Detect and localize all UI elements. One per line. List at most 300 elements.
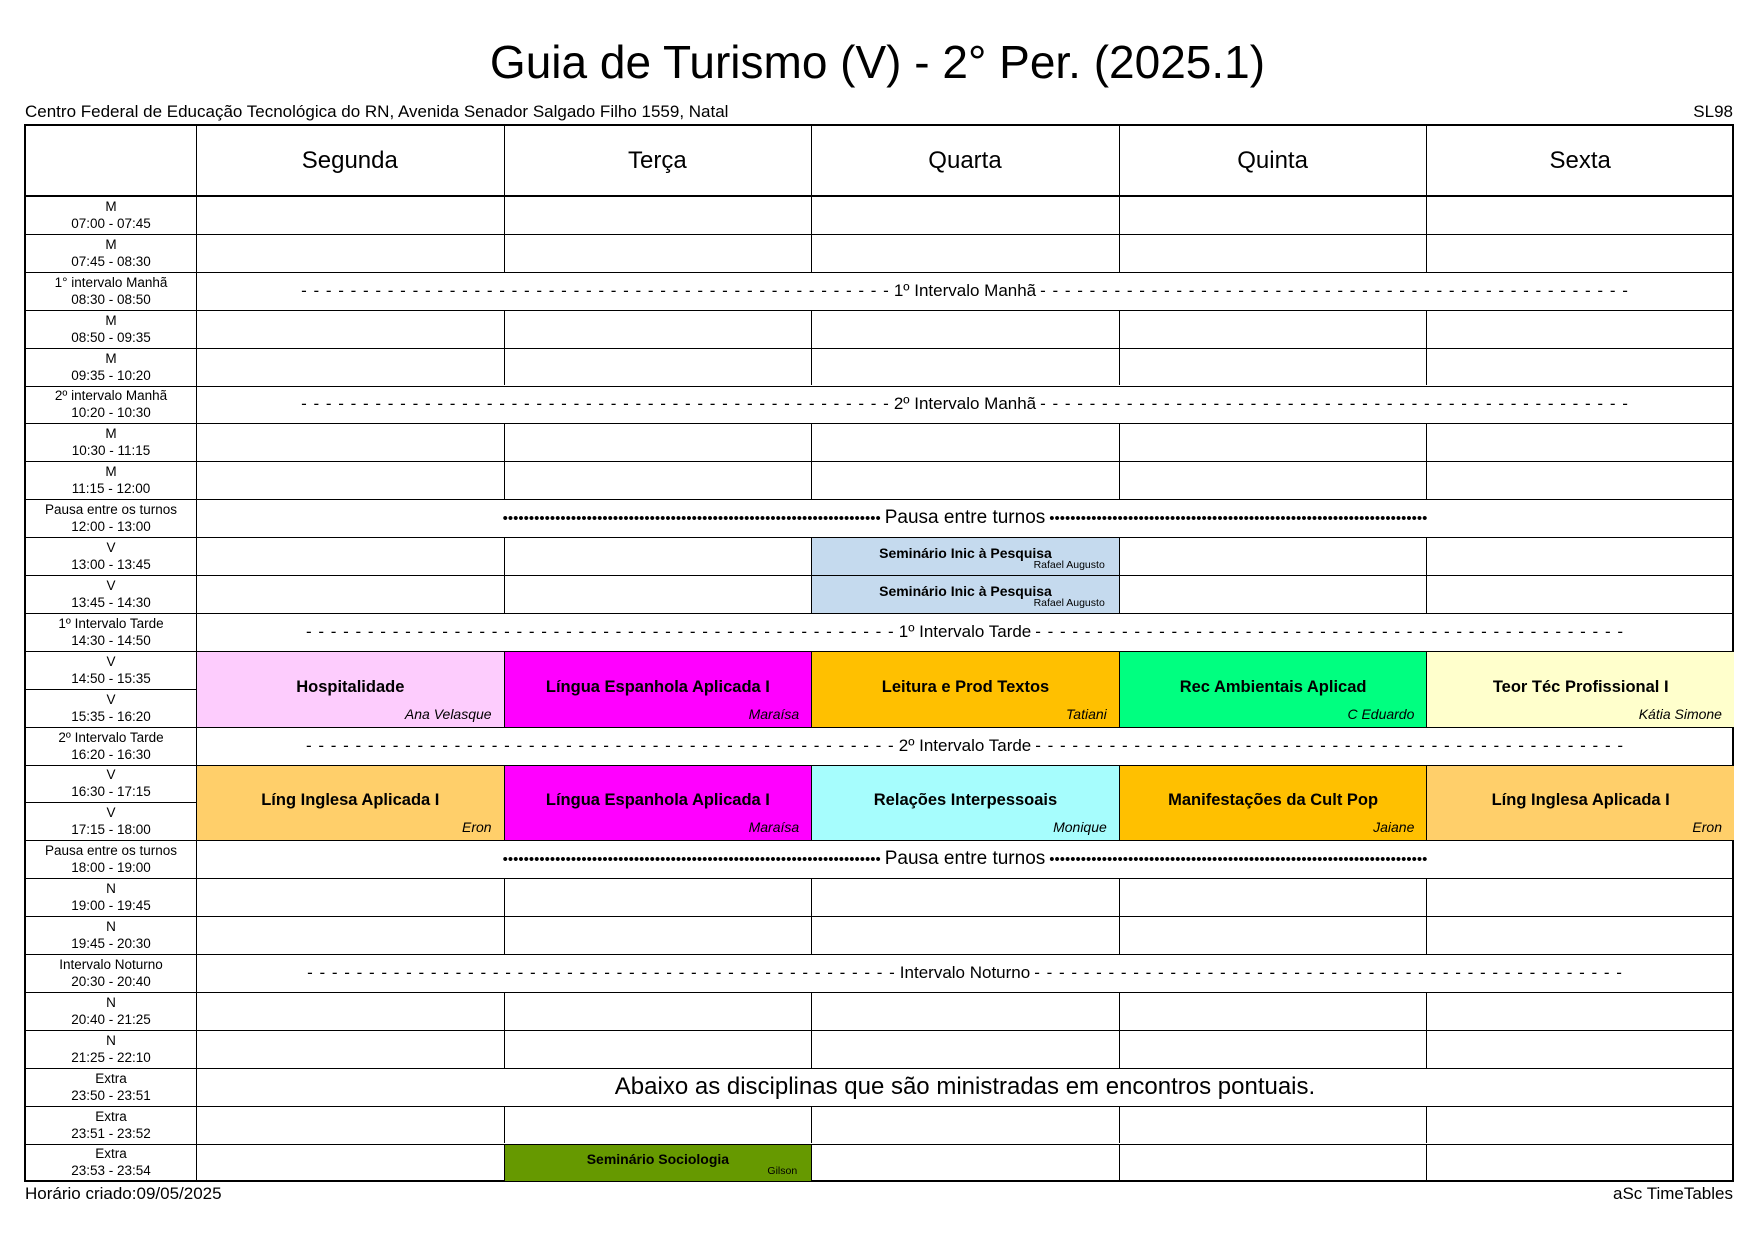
row-divider — [1119, 1030, 1427, 1031]
column-divider — [504, 1106, 505, 1144]
row-divider — [1119, 234, 1427, 235]
column-divider — [1119, 916, 1120, 954]
row-divider — [811, 423, 1119, 424]
row-divider — [196, 878, 504, 879]
row-divider — [26, 499, 196, 500]
column-divider — [504, 916, 505, 954]
lesson-card[interactable] — [812, 576, 1119, 613]
row-divider — [811, 234, 1119, 235]
period-name: Extra — [95, 1146, 127, 1162]
row-divider — [504, 234, 812, 235]
row-divider — [26, 727, 196, 728]
band-label: Pausa entre turnos — [884, 507, 1046, 529]
column-divider — [1426, 575, 1427, 613]
period-time: 11:15 - 12:00 — [71, 481, 151, 497]
band-filler: •••••••••••••••••••••••••••••••••••••••••••••••••••••••••••••••••••••••• — [1049, 509, 1428, 527]
period-name: N — [106, 994, 116, 1010]
row-divider — [196, 234, 504, 235]
band-label: 1º Intervalo Tarde — [898, 621, 1032, 641]
lesson-card[interactable] — [1427, 652, 1734, 727]
band-filler: - - - - - - - - - - - - - - - - - - - - - - - - - - - - - - - - - - - - - - - - - - - - - - - - — [1040, 394, 1629, 414]
column-divider — [811, 916, 812, 954]
lesson-teacher: Kátia Simone — [1638, 705, 1722, 722]
row-divider — [196, 1030, 504, 1031]
row-divider — [1119, 461, 1427, 462]
row-divider — [26, 651, 196, 652]
band-label: Intervalo Noturno — [899, 962, 1031, 982]
period-time: 19:45 - 20:30 — [71, 936, 151, 952]
lesson-card[interactable] — [197, 766, 504, 841]
row-divider — [26, 1030, 196, 1031]
column-divider — [1426, 1144, 1427, 1182]
row-divider — [26, 575, 196, 576]
row-divider — [504, 1106, 812, 1107]
row-divider — [1426, 461, 1734, 462]
row-divider — [1426, 537, 1734, 538]
column-divider — [504, 537, 505, 575]
column-divider — [504, 992, 505, 1030]
lesson-card[interactable] — [812, 652, 1119, 727]
period-label — [26, 651, 196, 689]
created-date: Horário criado:09/05/2025 — [25, 1184, 222, 1203]
period-time: 17:15 - 18:00 — [71, 822, 151, 838]
lesson-teacher: Maraísa — [748, 819, 800, 836]
row-divider — [1119, 992, 1427, 993]
row-divider — [26, 954, 196, 955]
period-label — [26, 386, 196, 424]
lesson-subject: Hospitalidade — [296, 677, 405, 696]
column-divider — [1119, 126, 1120, 196]
row-divider — [1119, 348, 1427, 349]
column-divider — [504, 310, 505, 348]
band-filler: - - - - - - - - - - - - - - - - - - - - - - - - - - - - - - - - - - - - - - - - - - - - - - - - — [306, 621, 895, 641]
period-name: M — [105, 426, 117, 442]
period-time: 16:30 - 17:15 — [71, 784, 151, 800]
band-break — [196, 954, 1734, 992]
band-filler: - - - - - - - - - - - - - - - - - - - - - - - - - - - - - - - - - - - - - - - - - - - - - - - - — [1040, 280, 1629, 300]
period-time: 07:45 - 08:30 — [71, 253, 151, 269]
column-divider — [504, 234, 505, 272]
row-divider — [811, 310, 1119, 311]
column-divider — [1426, 348, 1427, 386]
band-break — [196, 272, 1734, 310]
row-divider — [504, 310, 812, 311]
row-divider — [196, 1106, 504, 1107]
row-divider — [26, 1106, 196, 1107]
band-break — [196, 613, 1734, 651]
lesson-teacher: Rafael Augusto — [1033, 596, 1105, 609]
column-divider — [811, 348, 812, 386]
day-header: Sexta — [1549, 147, 1611, 174]
column-divider — [1426, 310, 1427, 348]
period-name: M — [105, 236, 117, 252]
column-divider — [1426, 1030, 1427, 1068]
column-divider — [1426, 126, 1427, 196]
row-divider — [26, 234, 196, 235]
column-divider — [1119, 575, 1120, 613]
lesson-subject: Teor Téc Profissional I — [1492, 677, 1669, 696]
row-divider — [1426, 234, 1734, 235]
lesson-teacher: Eron — [462, 819, 492, 836]
period-name: N — [106, 919, 116, 935]
row-divider — [811, 348, 1119, 349]
period-name: 1° intervalo Manhã — [54, 274, 168, 290]
band-notice — [196, 1068, 1734, 1106]
row-divider — [26, 1068, 196, 1069]
row-divider — [1426, 423, 1734, 424]
row-divider — [811, 461, 1119, 462]
row-divider — [1119, 1106, 1427, 1107]
lesson-teacher: Monique — [1053, 819, 1107, 836]
lesson-card[interactable] — [812, 766, 1119, 841]
day-header: Segunda — [301, 147, 398, 174]
lesson-teacher: Jaiane — [1373, 819, 1415, 836]
period-label — [26, 348, 196, 386]
band-label: 1º Intervalo Manhã — [893, 280, 1037, 300]
period-time: 23:51 - 23:52 — [71, 1125, 151, 1141]
lesson-card[interactable] — [505, 652, 812, 727]
period-time: 07:00 - 07:45 — [71, 215, 151, 231]
lesson-subject: Língua Espanhola Aplicada I — [545, 791, 770, 810]
band-label: Abaixo as disciplinas que são ministradas em encontros pontuais. — [614, 1072, 1316, 1100]
band-filler: - - - - - - - - - - - - - - - - - - - - - - - - - - - - - - - - - - - - - - - - - - - - - - - - — [306, 735, 895, 755]
row-divider — [1119, 423, 1427, 424]
column-divider — [504, 348, 505, 386]
column-divider — [1119, 1144, 1120, 1182]
lesson-card[interactable] — [197, 652, 504, 727]
column-divider — [1426, 537, 1427, 575]
page-title: Guia de Turismo (V) - 2° Per. (2025.1) — [489, 36, 1266, 88]
column-divider — [1119, 423, 1120, 461]
lesson-teacher: Gilson — [767, 1165, 798, 1178]
column-divider — [504, 575, 505, 613]
period-label — [26, 954, 196, 992]
row-divider — [504, 916, 812, 917]
period-name: V — [106, 691, 116, 707]
row-divider — [26, 348, 196, 349]
period-label — [26, 1030, 196, 1068]
timetable-grid — [24, 124, 1734, 1182]
column-divider — [1119, 196, 1120, 234]
band-label: 2º Intervalo Tarde — [898, 735, 1032, 755]
row-divider — [26, 878, 196, 879]
period-name: 1º Intervalo Tarde — [58, 615, 164, 631]
period-label — [26, 575, 196, 613]
lesson-card[interactable] — [1120, 766, 1427, 841]
period-name: V — [106, 540, 116, 556]
lesson-card[interactable] — [505, 1145, 812, 1182]
row-divider — [26, 992, 196, 993]
row-divider — [1119, 310, 1427, 311]
period-label — [26, 613, 196, 651]
column-divider — [811, 126, 812, 196]
period-name: V — [106, 653, 116, 669]
column-divider — [1119, 992, 1120, 1030]
column-divider — [811, 1030, 812, 1068]
band-break — [196, 727, 1734, 765]
lesson-teacher: Tatiani — [1066, 705, 1107, 722]
row-divider — [196, 310, 504, 311]
row-divider — [196, 537, 504, 538]
row-divider — [1119, 916, 1427, 917]
row-divider — [196, 575, 504, 576]
day-header: Quarta — [928, 147, 1002, 174]
column-divider — [1119, 1030, 1120, 1068]
period-time: 16:20 - 16:30 — [71, 746, 151, 762]
row-divider — [1119, 1144, 1427, 1145]
period-name: Extra — [95, 1070, 127, 1086]
period-name: M — [105, 350, 117, 366]
column-divider — [504, 126, 505, 196]
period-name: 2º Intervalo Tarde — [58, 729, 164, 745]
period-label — [26, 537, 196, 575]
period-label — [26, 196, 196, 234]
column-divider — [811, 310, 812, 348]
period-name: Pausa entre os turnos — [44, 502, 178, 518]
lesson-subject: Rec Ambientais Aplicad — [1179, 677, 1367, 696]
row-divider — [504, 423, 812, 424]
row-divider — [1426, 1030, 1734, 1031]
band-filler: - - - - - - - - - - - - - - - - - - - - - - - - - - - - - - - - - - - - - - - - - - - - - - - - — [301, 394, 890, 414]
period-time: 14:50 - 15:35 — [71, 670, 151, 686]
lesson-subject: Manifestações da Cult Pop — [1168, 791, 1379, 810]
header-divider — [26, 195, 1734, 197]
period-time: 13:45 - 14:30 — [71, 594, 151, 610]
period-label — [26, 1106, 196, 1144]
row-divider — [196, 461, 504, 462]
column-divider — [811, 1144, 812, 1182]
row-divider — [26, 272, 196, 273]
band-filler: - - - - - - - - - - - - - - - - - - - - - - - - - - - - - - - - - - - - - - - - - - - - - - - - — [307, 962, 896, 982]
row-divider — [504, 575, 812, 576]
lesson-card[interactable] — [1427, 766, 1734, 841]
lesson-teacher: Eron — [1692, 819, 1722, 836]
period-label — [26, 234, 196, 272]
period-label — [26, 272, 196, 310]
lesson-subject: Língua Espanhola Aplicada I — [545, 677, 770, 696]
period-time: 15:35 - 16:20 — [71, 708, 151, 724]
period-name: V — [106, 577, 116, 593]
column-divider — [504, 423, 505, 461]
column-divider — [1119, 878, 1120, 916]
band-break — [196, 386, 1734, 424]
period-name: V — [106, 805, 116, 821]
period-label — [26, 916, 196, 954]
column-divider — [811, 992, 812, 1030]
row-divider — [196, 916, 504, 917]
row-divider — [1426, 916, 1734, 917]
row-divider — [196, 1144, 504, 1145]
lesson-subject: Relações Interpessoais — [873, 791, 1058, 810]
column-divider — [1426, 916, 1427, 954]
period-time: 09:35 - 10:20 — [71, 367, 151, 383]
period-time: 23:50 - 23:51 — [71, 1087, 151, 1103]
row-divider — [196, 992, 504, 993]
row-divider — [26, 802, 196, 803]
column-divider — [504, 461, 505, 499]
row-divider — [26, 386, 196, 387]
period-label — [26, 423, 196, 461]
period-time: 08:30 - 08:50 — [71, 291, 151, 307]
column-divider — [811, 234, 812, 272]
column-divider — [811, 461, 812, 499]
band-pause — [196, 499, 1734, 537]
column-divider — [811, 1106, 812, 1144]
software-name: aSc TimeTables — [1613, 1184, 1733, 1203]
row-divider — [26, 613, 196, 614]
row-divider — [26, 689, 196, 690]
lesson-card[interactable] — [505, 766, 812, 841]
row-divider — [811, 1106, 1119, 1107]
period-label — [26, 499, 196, 537]
column-divider — [1119, 1106, 1120, 1144]
lesson-card[interactable] — [1120, 652, 1427, 727]
lesson-subject: Seminário Inic à Pesquisa — [879, 582, 1052, 599]
row-divider — [811, 878, 1119, 879]
period-time: 19:00 - 19:45 — [71, 898, 151, 914]
row-divider — [26, 1144, 196, 1145]
period-name: Intervalo Noturno — [59, 956, 163, 972]
lesson-teacher: Maraísa — [748, 705, 800, 722]
lesson-subject: Seminário Sociologia — [586, 1151, 730, 1168]
period-label — [26, 765, 196, 803]
lesson-subject: Leitura e Prod Textos — [881, 677, 1050, 696]
lesson-subject: Líng Inglesa Aplicada I — [261, 791, 440, 810]
row-divider — [504, 992, 812, 993]
column-divider — [1426, 992, 1427, 1030]
band-label: Pausa entre turnos — [884, 848, 1046, 870]
row-divider — [26, 423, 196, 424]
row-divider — [1426, 878, 1734, 879]
period-time: 23:53 - 23:54 — [71, 1163, 151, 1179]
school-info: Centro Federal de Educação Tecnológica do RN, Avenida Senador Salgado Filho 1559, Natal — [25, 102, 729, 121]
row-divider — [196, 348, 504, 349]
band-pause — [196, 840, 1734, 878]
row-divider — [504, 348, 812, 349]
period-time: 18:00 - 19:00 — [71, 860, 151, 876]
band-label: 2º Intervalo Manhã — [893, 394, 1037, 414]
period-name: N — [106, 1032, 116, 1048]
period-time: 10:30 - 11:15 — [71, 443, 151, 459]
period-name: 2º intervalo Manhã — [54, 388, 168, 404]
period-time: 08:50 - 09:35 — [71, 329, 151, 345]
period-label — [26, 727, 196, 765]
day-header: Quinta — [1237, 147, 1308, 174]
row-divider — [26, 310, 196, 311]
period-label — [26, 840, 196, 878]
band-filler: •••••••••••••••••••••••••••••••••••••••••••••••••••••••••••••••••••••••• — [502, 509, 881, 527]
room-code: SL98 — [1693, 102, 1733, 121]
row-divider — [1119, 878, 1427, 879]
row-divider — [26, 765, 196, 766]
period-label — [26, 992, 196, 1030]
column-divider — [1426, 196, 1427, 234]
period-label — [26, 802, 196, 840]
lesson-subject: Líng Inglesa Aplicada I — [1491, 791, 1670, 810]
column-divider — [1426, 878, 1427, 916]
period-time: 10:20 - 10:30 — [71, 405, 151, 421]
period-name: M — [105, 464, 117, 480]
column-divider — [1426, 461, 1427, 499]
lesson-subject: Seminário Inic à Pesquisa — [879, 545, 1052, 562]
period-name: N — [106, 881, 116, 897]
row-divider — [1426, 575, 1734, 576]
band-filler: - - - - - - - - - - - - - - - - - - - - - - - - - - - - - - - - - - - - - - - - - - - - - - - - — [1035, 621, 1624, 641]
band-filler: - - - - - - - - - - - - - - - - - - - - - - - - - - - - - - - - - - - - - - - - - - - - - - - - — [1035, 735, 1624, 755]
period-name: M — [105, 312, 117, 328]
row-divider — [26, 461, 196, 462]
column-divider — [1119, 348, 1120, 386]
row-divider — [811, 992, 1119, 993]
column-divider — [1426, 423, 1427, 461]
column-divider — [1119, 310, 1120, 348]
period-name: Extra — [95, 1108, 127, 1124]
row-divider — [504, 461, 812, 462]
period-label — [26, 1144, 196, 1182]
row-divider — [1426, 992, 1734, 993]
period-time: 13:00 - 13:45 — [71, 557, 151, 573]
period-label — [26, 1068, 196, 1106]
column-divider — [1119, 537, 1120, 575]
band-filler: - - - - - - - - - - - - - - - - - - - - - - - - - - - - - - - - - - - - - - - - - - - - - - - - — [1034, 962, 1623, 982]
period-time: 14:30 - 14:50 — [71, 632, 151, 648]
row-divider — [1119, 575, 1427, 576]
lesson-card[interactable] — [812, 538, 1119, 575]
column-divider — [811, 423, 812, 461]
period-label — [26, 878, 196, 916]
period-name: M — [105, 198, 117, 214]
column-divider — [811, 878, 812, 916]
row-divider — [1426, 1106, 1734, 1107]
row-divider — [1426, 348, 1734, 349]
period-label — [26, 689, 196, 727]
period-label — [26, 310, 196, 348]
row-divider — [504, 537, 812, 538]
period-time: 12:00 - 13:00 — [71, 519, 151, 535]
row-divider — [26, 840, 196, 841]
band-filler: •••••••••••••••••••••••••••••••••••••••••••••••••••••••••••••••••••••••• — [502, 850, 881, 868]
row-divider — [26, 916, 196, 917]
period-time: 20:40 - 21:25 — [71, 1011, 151, 1027]
column-divider — [504, 1030, 505, 1068]
period-time: 20:30 - 20:40 — [71, 973, 151, 989]
column-divider — [1119, 234, 1120, 272]
period-label — [26, 461, 196, 499]
lesson-teacher: Ana Velasque — [404, 705, 492, 722]
row-divider — [811, 916, 1119, 917]
band-filler: •••••••••••••••••••••••••••••••••••••••••••••••••••••••••••••••••••••••• — [1049, 850, 1428, 868]
row-divider — [1426, 1144, 1734, 1145]
row-divider — [811, 1144, 1119, 1145]
row-divider — [26, 537, 196, 538]
row-divider — [504, 878, 812, 879]
column-divider — [1119, 461, 1120, 499]
column-divider — [1426, 234, 1427, 272]
column-divider — [504, 196, 505, 234]
row-divider — [1119, 537, 1427, 538]
period-time: 21:25 - 22:10 — [71, 1049, 151, 1065]
row-divider — [504, 1030, 812, 1031]
column-divider — [1426, 1106, 1427, 1144]
column-divider — [811, 196, 812, 234]
day-header: Terça — [628, 147, 687, 174]
row-divider — [1426, 310, 1734, 311]
row-divider — [811, 1030, 1119, 1031]
period-name: Pausa entre os turnos — [44, 843, 178, 859]
column-divider — [504, 878, 505, 916]
period-name: V — [106, 767, 116, 783]
lesson-teacher: C Eduardo — [1347, 705, 1415, 722]
